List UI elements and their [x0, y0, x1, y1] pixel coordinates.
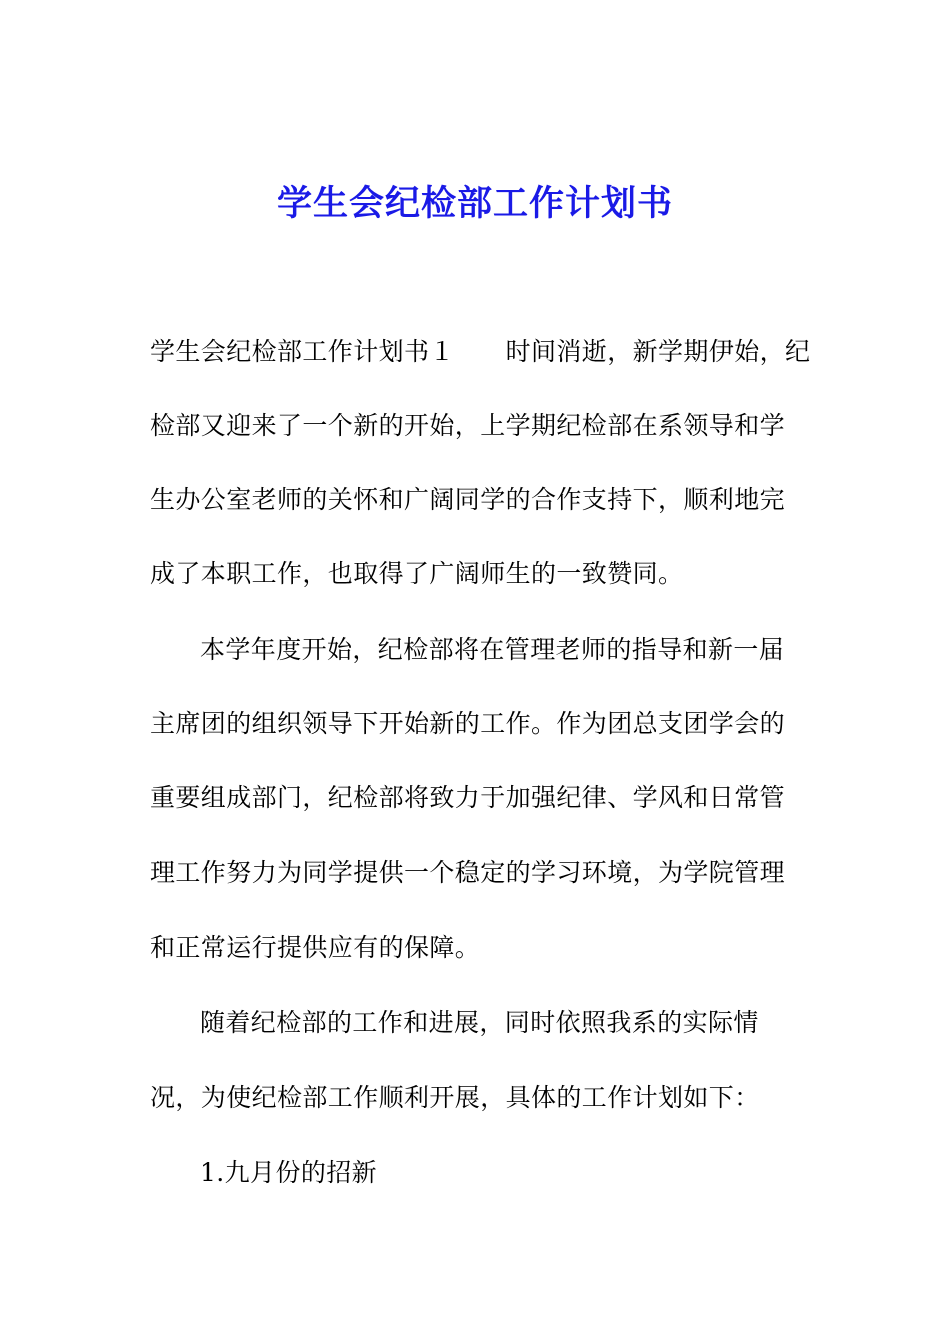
paragraph-line: 检部又迎来了一个新的开始，上学期纪检部在系领导和学 [150, 411, 786, 440]
paragraph-line: 随着纪检部的工作和进展，同时依照我系的实际情 [200, 1008, 759, 1037]
document-title: 学生会纪检部工作计划书 [276, 184, 673, 224]
paragraph-line: 学生会纪检部工作计划书１ 时间消逝，新学期伊始，纪 [150, 337, 811, 366]
paragraph-line: 主席团的组织领导下开始新的工作。作为团总支团学会的 [150, 709, 786, 738]
paragraph-line: 理工作努力为同学提供一个稳定的学习环境，为学院管理 [150, 858, 786, 887]
list-item-heading: 1.九月份的招新 [200, 1158, 378, 1187]
paragraph-line: 成了本职工作，也取得了广阔师生的一致赞同。 [150, 559, 684, 588]
paragraph-line: 和正常运行提供应有的保障。 [150, 933, 481, 962]
paragraph-line: 生办公室老师的关怀和广阔同学的合作支持下，顺利地完 [150, 485, 786, 514]
paragraph-line: 况，为使纪检部工作顺利开展，具体的工作计划如下： [150, 1083, 760, 1112]
paragraph-line: 本学年度开始，纪检部将在管理老师的指导和新一届 [200, 635, 785, 664]
paragraph-line: 重要组成部门，纪检部将致力于加强纪律、学风和日常管 [150, 783, 786, 812]
